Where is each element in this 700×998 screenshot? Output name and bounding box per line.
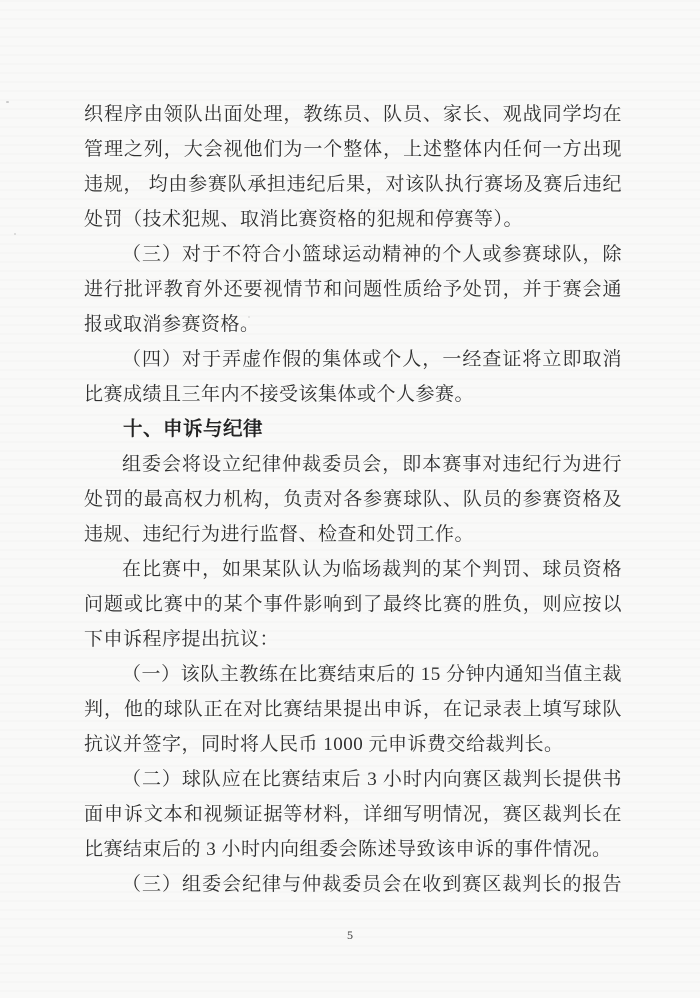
scan-speck — [6, 101, 9, 103]
text-line: 面申诉文本和视频证据等材料，详细写明情况，赛区裁判长在 — [84, 804, 622, 825]
section-heading: 十、申诉与纪律 — [123, 418, 264, 440]
text-line: 在比赛中，如果某队认为临场裁判的某个判罚、球员资格 — [122, 559, 622, 580]
text-line: 比赛结束后的 3 小时内向组委会陈述导致该申诉的事件情况。 — [84, 839, 612, 860]
text-line: 处罚（技术犯规、取消比赛资格的犯规和停赛等）。 — [84, 209, 524, 230]
text-line: 问题或比赛中的某个事件影响到了最终比赛的胜负，则应按以 — [84, 594, 622, 615]
page-number: 5 — [347, 928, 353, 942]
text-line: 判，他的球队正在对比赛结果提出申诉，在记录表上填写球队 — [84, 699, 622, 720]
text-line: 进行批评教育外还要视情节和问题性质给予处罚，并于赛会通 — [84, 279, 622, 300]
text-line: 违规， 均由参赛队承担违纪后果，对该队执行赛场及赛后违纪 — [84, 174, 622, 195]
text-line: （四）对于弄虚作假的集体或个人，一经查证将立即取消 — [122, 349, 622, 370]
text-line: 组委会将设立纪律仲裁委员会，即本赛事对违纪行为进行 — [122, 454, 622, 475]
text-line: 比赛成绩且三年内不接受该集体或个人参赛。 — [84, 384, 475, 405]
text-line: 报或取消参赛资格。 — [84, 314, 260, 335]
text-line: 违规、违纪行为进行监督、检查和处罚工作。 — [84, 524, 475, 545]
scan-speck — [14, 233, 16, 235]
text-line: （三）组委会纪律与仲裁委员会在收到赛区裁判长的报告 — [122, 874, 622, 895]
text-line: （一）该队主教练在比赛结束后的 15 分钟内通知当值主裁 — [122, 664, 622, 685]
text-line: 管理之列，大会视他们为一个整体，上述整体内任何一方出现 — [84, 139, 622, 160]
text-line: 下申诉程序提出抗议： — [84, 629, 280, 650]
text-line: 处罚的最高权力机构，负责对各参赛球队、队员的参赛资格及 — [84, 489, 622, 510]
text-line: 织程序由领队出面处理，教练员、队员、家长、观战同学均在 — [84, 104, 622, 125]
document-page — [84, 97, 622, 902]
text-line: 抗议并签字，同时将人民币 1000 元申诉费交给裁判长。 — [84, 734, 564, 755]
text-line: （三）对于不符合小篮球运动精神的个人或参赛球队，除 — [122, 244, 622, 265]
text-line: （二）球队应在比赛结束后 3 小时内向赛区裁判长提供书 — [122, 769, 622, 790]
